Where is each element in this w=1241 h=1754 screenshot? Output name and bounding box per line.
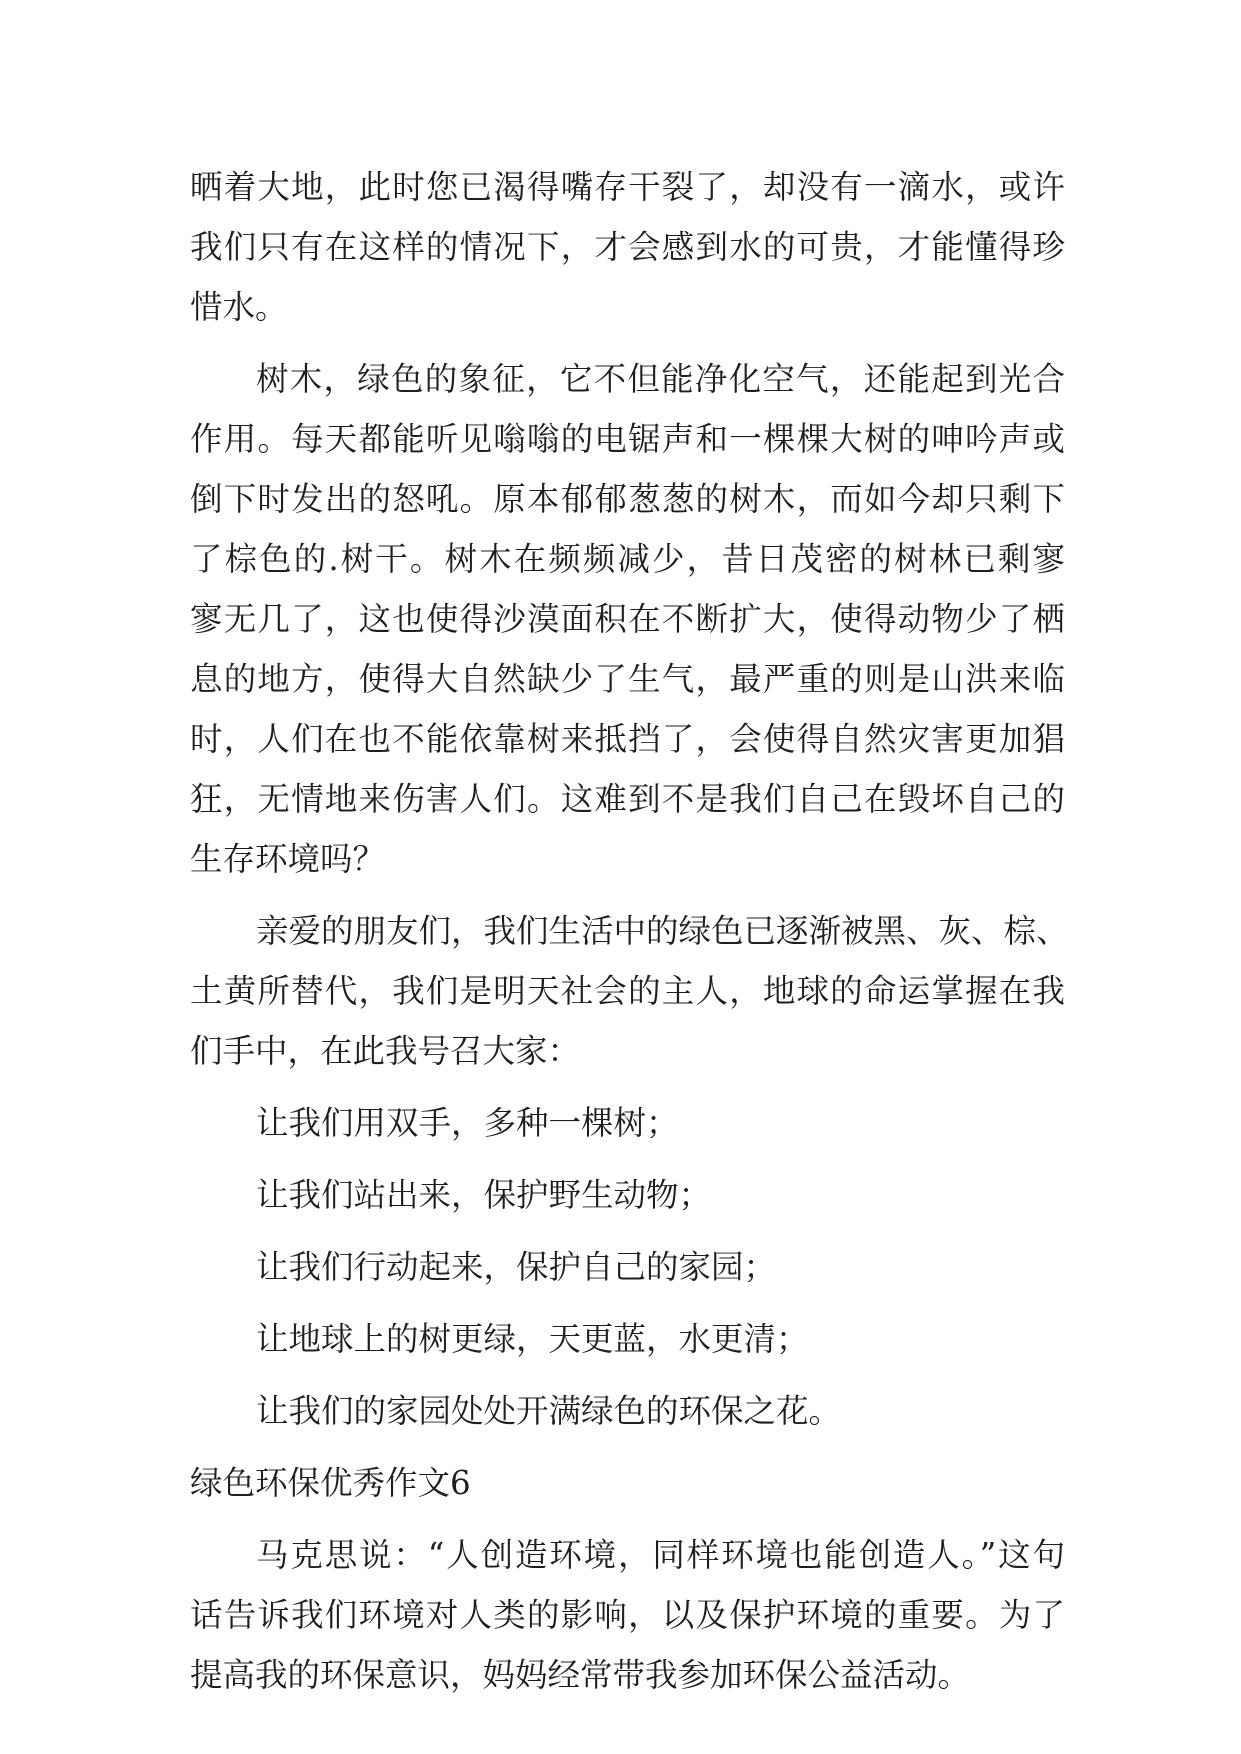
text-line: 作用。每天都能听见嗡嗡的电锯声和一棵棵大树的呻吟声或	[190, 420, 1065, 458]
text-line: 了棕色的.树干。树木在频频减少，昔日茂密的树林已剩寥	[190, 540, 1065, 578]
text-line: 倒下时发出的怒吼。原本郁郁葱葱的树木，而如今却只剩下	[190, 480, 1065, 518]
essay-heading: 绿色环保优秀作文6	[190, 1464, 471, 1502]
text-line: 生存环境吗？	[190, 840, 386, 878]
call-line: 让我们用双手，多种一棵树；	[256, 1104, 679, 1142]
text-line: 提高我的环保意识，妈妈经常带我参加环保公益活动。	[190, 1656, 971, 1694]
paragraph-friends	[190, 901, 1069, 1081]
call-line: 让地球上的树更绿，天更蓝，水更清；	[256, 1320, 809, 1358]
text-line: 我们只有在这样的情况下，才会感到水的可贵，才能懂得珍	[190, 228, 1065, 266]
text-line: 话告诉我们环境对人类的影响，以及保护环境的重要。为了	[190, 1596, 1065, 1634]
call-line: 让我们站出来，保护野生动物；	[256, 1176, 712, 1214]
paragraph-marx	[190, 1525, 1065, 1705]
call-line: 让我们行动起来，保护自己的家园；	[256, 1248, 777, 1286]
call-line: 让我们的家园处处开满绿色的环保之花。	[256, 1392, 842, 1430]
text-line: 树木，绿色的象征，它不但能净化空气，还能起到光合	[256, 360, 1065, 398]
text-line: 土黄所替代，我们是明天社会的主人，地球的命运掌握在我	[190, 972, 1065, 1010]
text-line: 惜水。	[190, 288, 288, 326]
text-line: 时，人们在也不能依靠树来抵挡了，会使得自然灾害更加猖	[190, 720, 1065, 758]
text-line: 晒着大地，此时您已渴得嘴存干裂了，却没有一滴水，或许	[190, 168, 1065, 206]
paragraph-water	[190, 157, 1065, 337]
call-to-action-list	[190, 1093, 1065, 1441]
text-line: 亲爱的朋友们，我们生活中的绿色已逐渐被黑、灰、棕、	[256, 912, 1069, 950]
text-line: 马克思说：“人创造环境，同样环境也能创造人。”这句	[256, 1536, 1065, 1574]
text-line: 息的地方，使得大自然缺少了生气，最严重的则是山洪来临	[190, 660, 1065, 698]
paragraph-trees	[190, 349, 1065, 889]
text-line: 寥无几了，这也使得沙漠面积在不断扩大，使得动物少了栖	[190, 600, 1065, 638]
document-body	[190, 157, 1069, 1705]
text-line: 狂，无情地来伤害人们。这难到不是我们自己在毁坏自己的	[190, 780, 1065, 818]
text-line: 们手中，在此我号召大家：	[190, 1032, 581, 1070]
